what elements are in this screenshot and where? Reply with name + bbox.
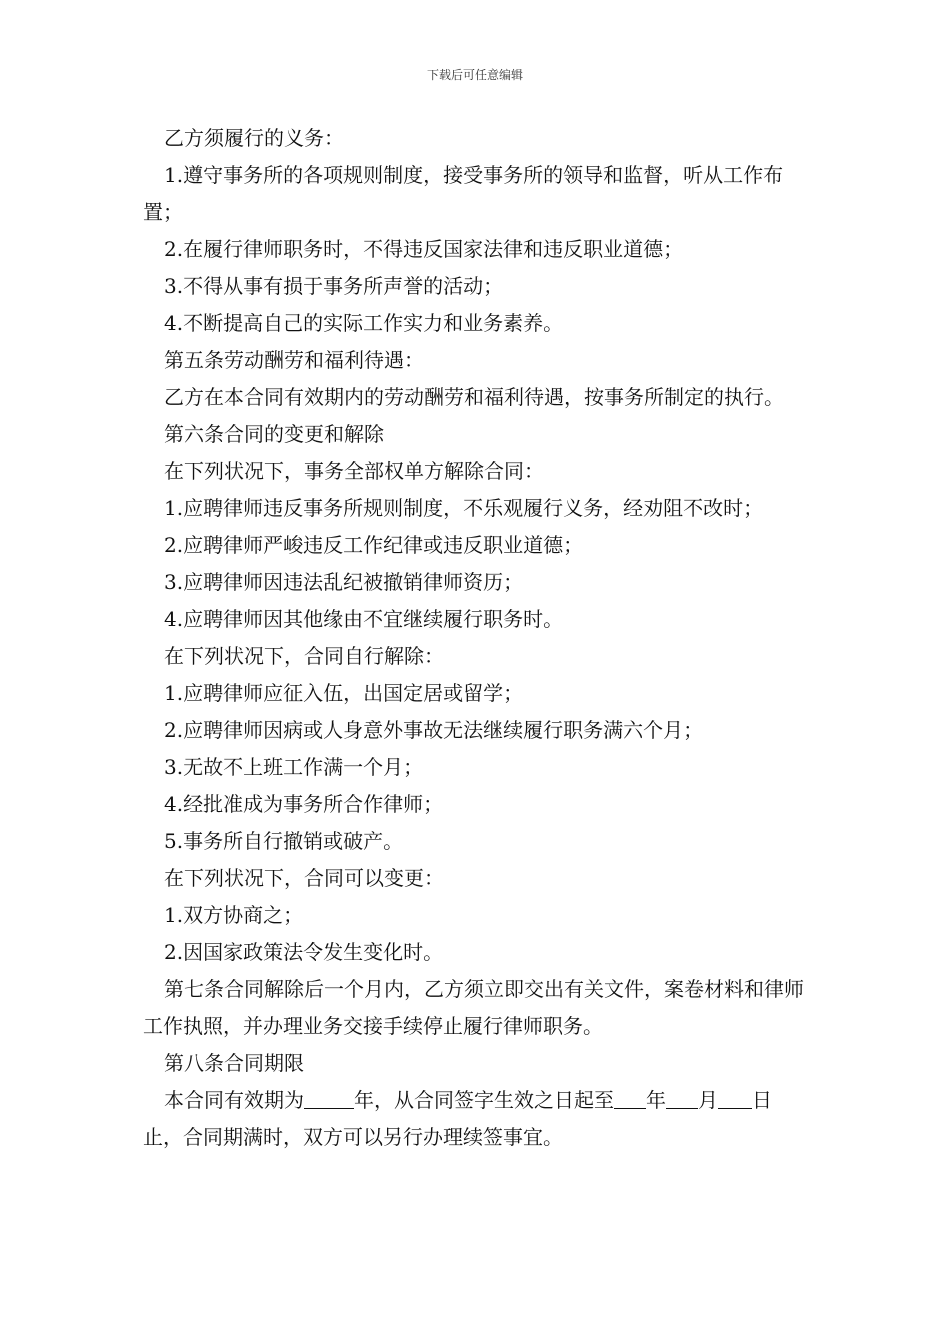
page-header: 下载后可任意编辑 [426, 68, 523, 82]
paragraph: 3.应聘律师因违法乱纪被撤销律师资历； [164, 570, 524, 594]
paragraph: 2.应聘律师因病或人身意外事故无法继续履行职务满六个月； [164, 718, 704, 742]
paragraph: 4.经批准成为事务所合作律师； [164, 792, 444, 816]
blank-end-month [666, 1086, 698, 1109]
paragraph: 1.遵守事务所的各项规则制度，接受事务所的领导和监督，听从工作布置； [143, 163, 784, 224]
paragraph: 在下列状况下，事务全部权单方解除合同： [164, 459, 544, 483]
term-text: 年 [646, 1088, 666, 1112]
paragraph: 2.应聘律师严峻违反工作纪律或违反职业道德； [164, 533, 584, 557]
paragraph: 2.在履行律师职务时，不得违反国家法律和违反职业道德； [164, 237, 684, 261]
section-heading: 第五条劳动酬劳和福利待遇： [164, 348, 424, 372]
blank-years [304, 1086, 354, 1109]
paragraph: 3.无故不上班工作满一个月； [164, 755, 424, 779]
section-heading: 第六条合同的变更和解除 [164, 422, 384, 446]
paragraph: 4.应聘律师因其他缘由不宜继续履行职务时。 [164, 607, 564, 631]
blank-end-day-continued [740, 1086, 752, 1109]
paragraph: 1.双方协商之； [164, 903, 304, 927]
contract-term-paragraph [143, 1082, 811, 1156]
paragraph: 乙方在本合同有效期内的劳动酬劳和福利待遇，按事务所制定的执行。 [164, 385, 784, 409]
paragraph: 在下列状况下，合同自行解除： [164, 644, 444, 668]
term-text: 月 [698, 1088, 718, 1112]
paragraph: 在下列状况下，合同可以变更： [164, 866, 444, 890]
term-text: 本合同有效期为 [164, 1088, 304, 1112]
term-text: 日止，合同期满时，双方可以另行办理续签事宜。 [143, 1088, 772, 1149]
paragraph: 1.应聘律师应征入伍，出国定居或留学； [164, 681, 524, 705]
blank-end-day [718, 1086, 740, 1109]
term-text: 年，从合同签字生效之日起至 [354, 1088, 614, 1112]
paragraph: 乙方须履行的义务： [164, 126, 344, 150]
paragraph: 3.不得从事有损于事务所声誉的活动； [164, 274, 504, 298]
paragraph: 1.应聘律师违反事务所规则制度，不乐观履行义务，经劝阻不改时； [164, 496, 764, 520]
paragraph: 第七条合同解除后一个月内，乙方须立即交出有关文件，案卷材料和律师工作执照，并办理业务交接手续停止履行律师职务。 [143, 977, 804, 1038]
section-heading: 第八条合同期限 [164, 1051, 304, 1075]
blank-end-year [614, 1086, 646, 1109]
paragraph: 4.不断提高自己的实际工作实力和业务素养。 [164, 311, 564, 335]
paragraph: 5.事务所自行撤销或破产。 [164, 829, 404, 853]
paragraph: 2.因国家政策法令发生变化时。 [164, 940, 444, 964]
document-body [143, 120, 811, 1156]
